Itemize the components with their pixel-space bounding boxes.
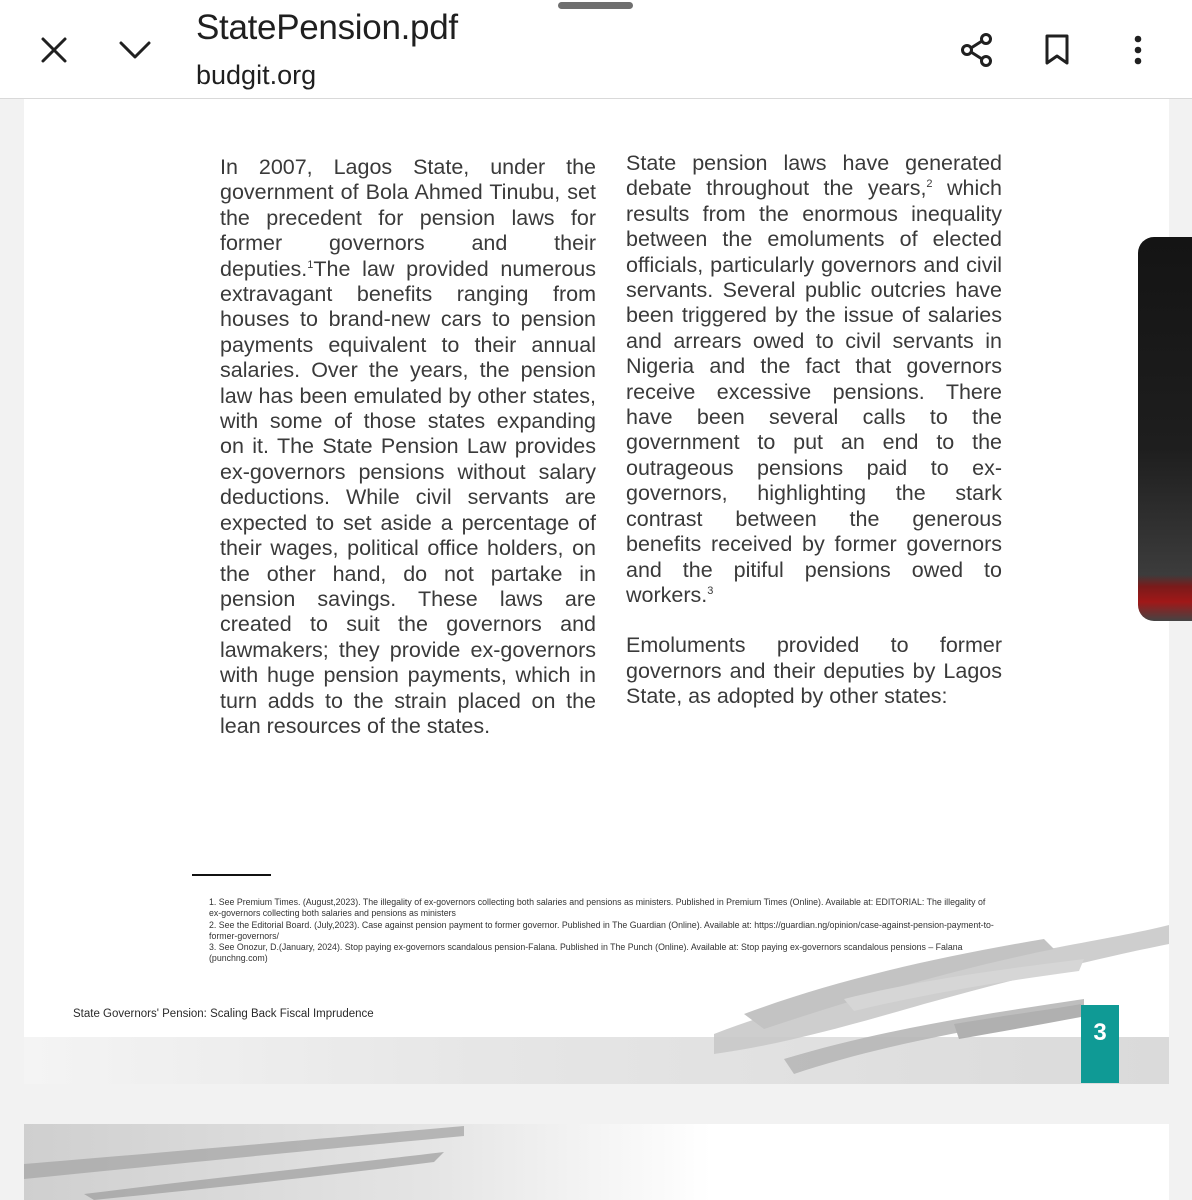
brush-stroke-decoration xyxy=(24,1124,1169,1200)
chevron-down-icon[interactable] xyxy=(107,22,163,78)
drag-handle[interactable] xyxy=(558,2,633,9)
bookmark-icon[interactable] xyxy=(1029,22,1085,78)
footnote-3: 3. See Onozur, D.(January, 2024). Stop paying ex-governors scandalous pension-Falana. Published in The Punch (Online). Available at: Stop paying ex-governors scandalous pensions – Falana (punchng.com) xyxy=(209,942,963,964)
close-icon[interactable] xyxy=(26,22,82,78)
pdf-page[interactable] xyxy=(24,99,1169,1084)
page-number-badge: 3 xyxy=(1081,1005,1119,1083)
more-vert-icon[interactable] xyxy=(1110,22,1166,78)
footer-title: State Governors' Pension: Scaling Back Fiscal Imprudence xyxy=(73,1008,374,1020)
left-paragraph: In 2007, Lagos State, under the government of Bola Ahmed Tinubu, set the precedent for pension laws for former governors and their deputies.$^1$The law provided numerous extravagant benefits ranging from houses to brand-new cars to pension payments equivalent to their annual salaries. Over the years, the pension law has been emulated by other states, with some of those states expanding on it. The State Pension Law provides ex-governors pensions without salary deductions. While civil servants are expected to set aside a percentage of their wages, political office holders, on the other hand, do not partake in pension savings. These laws are created to suit the governors and lawmakers; they provide ex-governors with huge pension payments, which in turn adds to the strain placed on the lean resources of the states. xyxy=(220,155,596,738)
footnote-ref[interactable]: 2 xyxy=(926,178,933,191)
app-bar xyxy=(0,0,1192,99)
share-icon[interactable] xyxy=(949,22,1005,78)
document-source: budgit.org xyxy=(196,60,317,90)
document-title: StatePension.pdf xyxy=(196,8,458,47)
right-paragraph-2: Emoluments provided to former governors and their deputies by Lagos State, as adopted by other states: xyxy=(626,633,1002,709)
footnote-ref[interactable]: 3 xyxy=(707,584,714,597)
brush-stroke-decoration xyxy=(24,99,1169,1084)
footnote-2: 2. See the Editorial Board. (July,2023). Case against pension payment to former governor. Published in The Guardian (Online). Available at: https://guardian.ng/opinion/case-against-pension-payment-to-former-governors/ xyxy=(209,919,994,941)
footnote-ref[interactable]: 1 xyxy=(307,258,314,271)
footnote-1: 1. See Premium Times. (August,2023). The illegality of ex-governors collecting both salaries and pensions as ministers. Published in Premium Times (Online). Available at: EDITORIAL: The illegality of ex-governors collecting both salaries and pensions as ministers xyxy=(209,897,986,919)
right-paragraph-1: State pension laws have generated debate throughout the years,$^2$ which results from the enormous inequality between the emoluments of elected officials, particularly governors and civil servants. Several public outcries have been triggered by the issue of salaries and arrears owed to civil servants in Nigeria and the fact that governors receive excessive pensions. There have been several calls to the government to put an end to the outrageous pensions paid to ex-governors, highlighting the stark contrast between the generous benefits received by former governors and the pitiful pensions owed to workers.$^3$ xyxy=(626,151,1002,607)
side-panel-tab[interactable] xyxy=(1138,237,1192,621)
pdf-page-next[interactable] xyxy=(24,1124,1169,1200)
